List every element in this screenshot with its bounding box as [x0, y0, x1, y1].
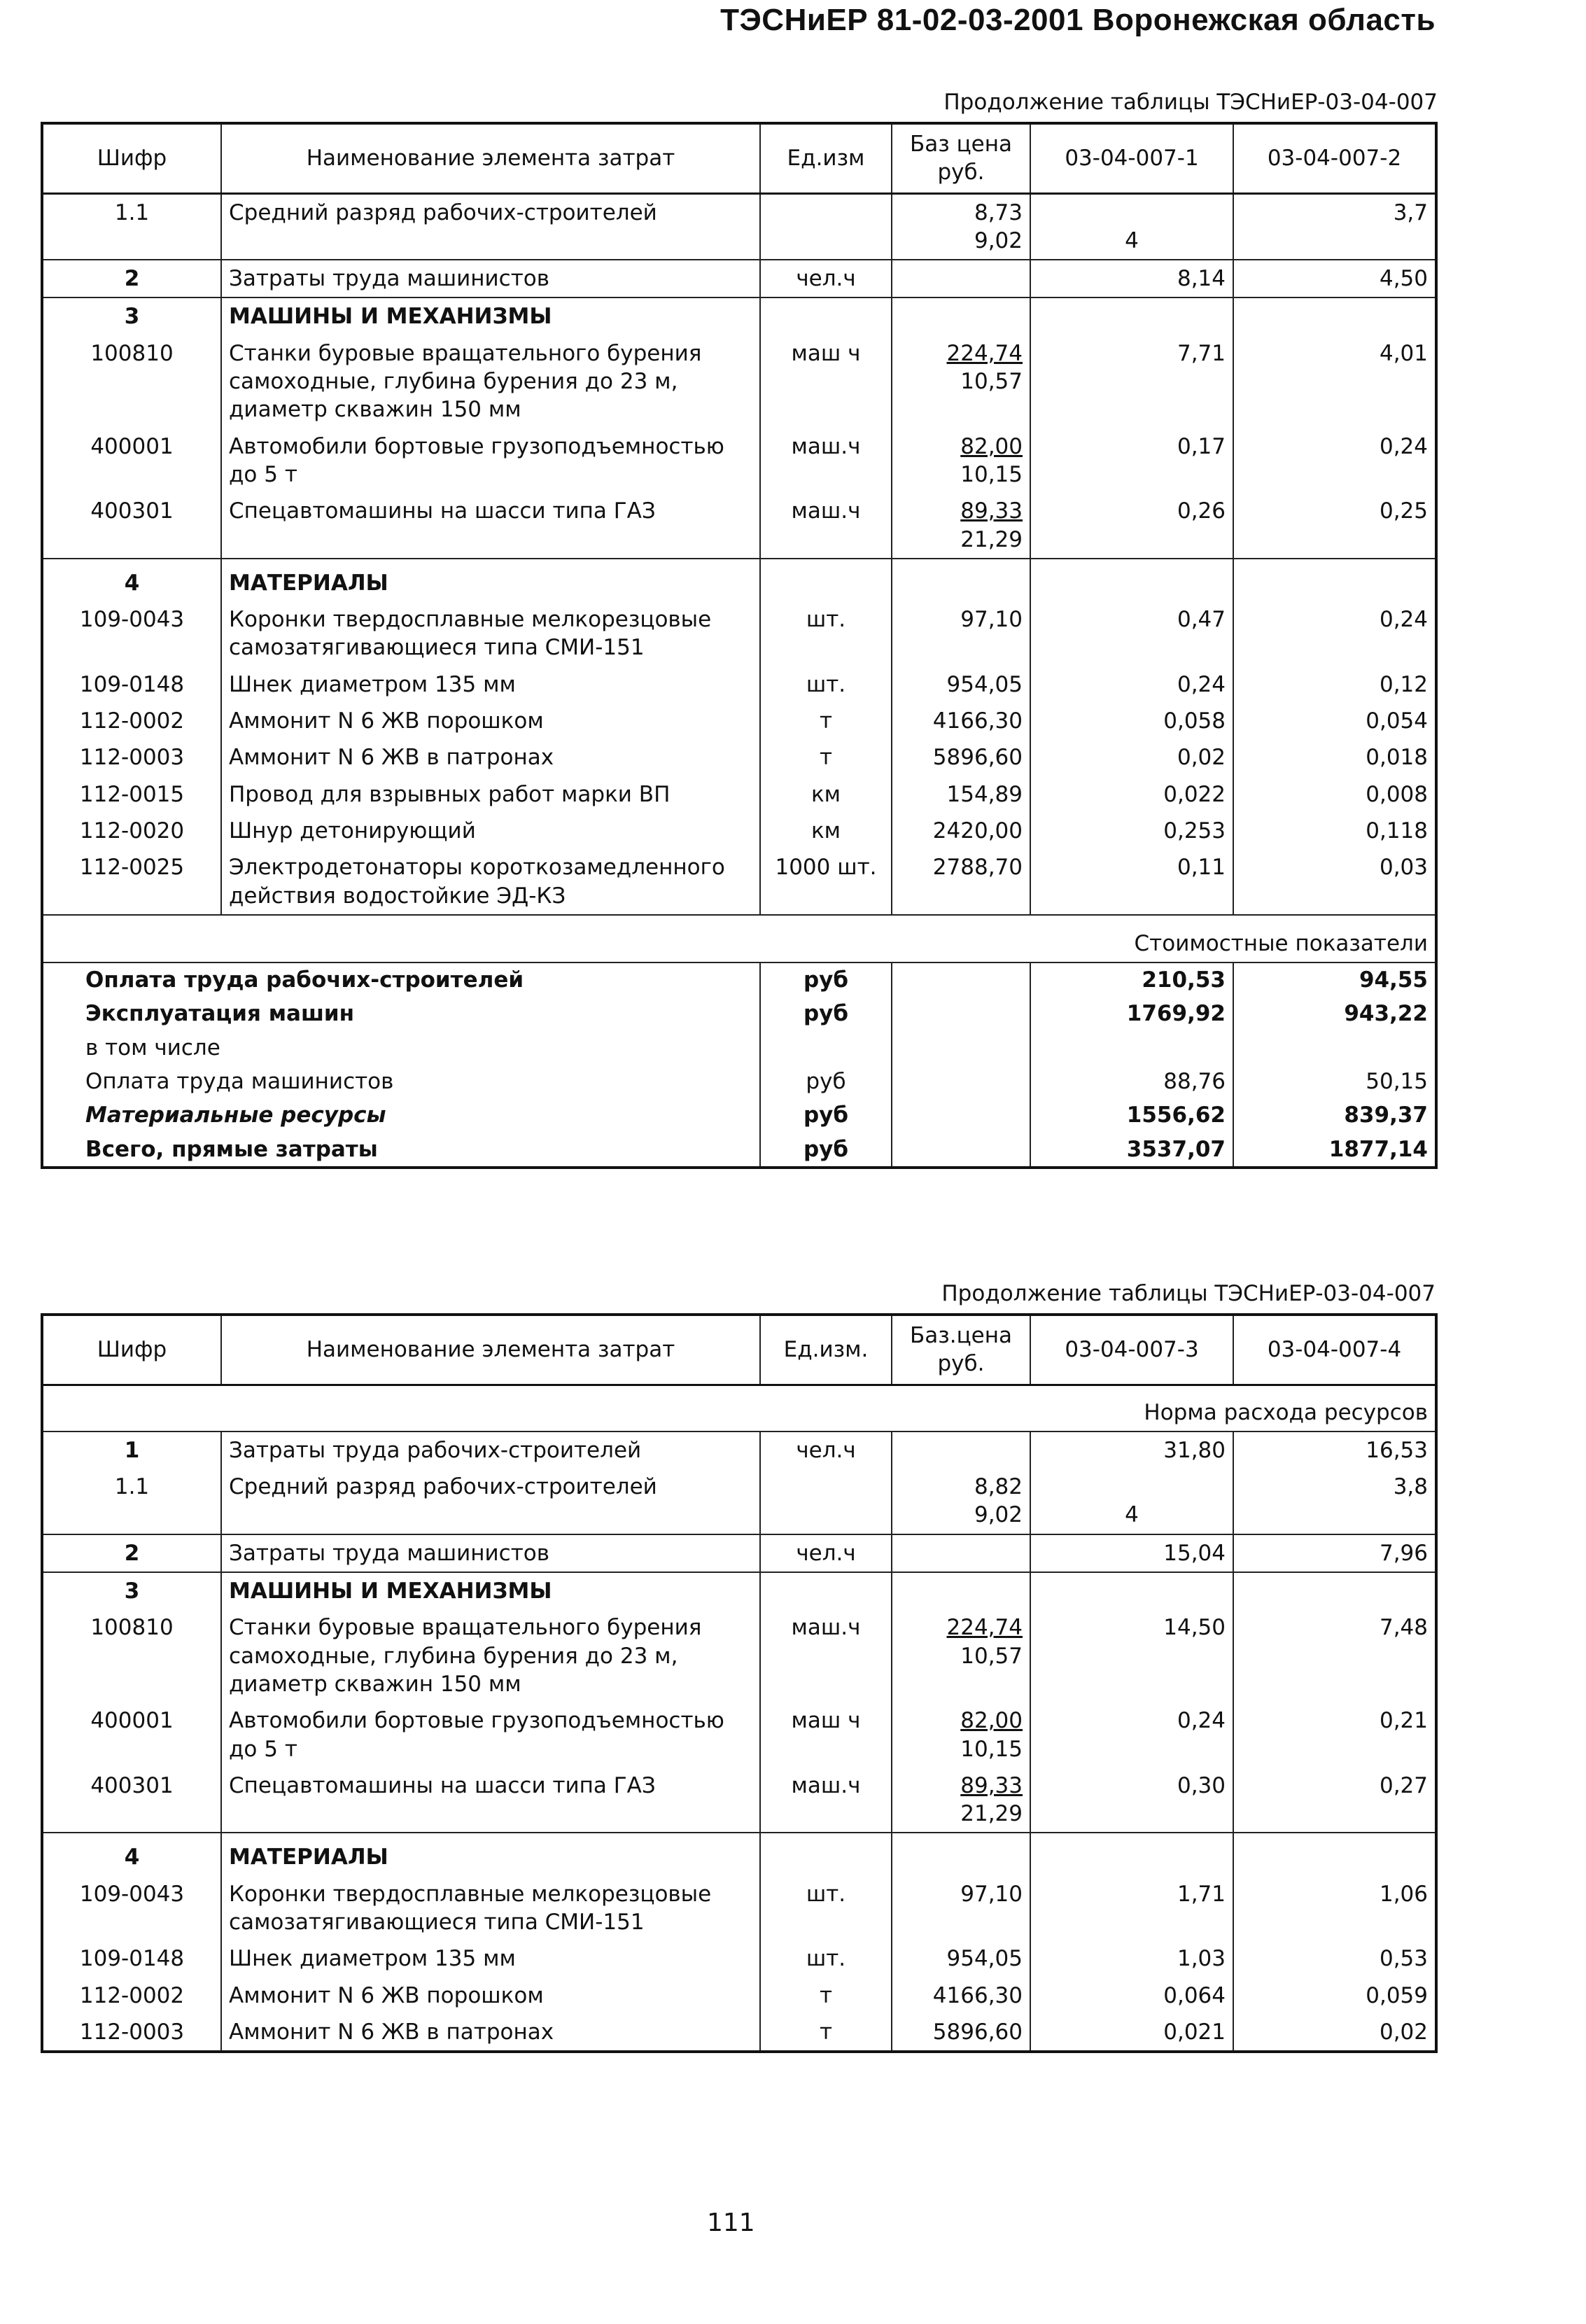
- table-row: 112-0015 Провод для взрывных работ марки ВП км 154,89 0,022 0,008: [42, 776, 1436, 813]
- cost-row: Оплата труда машинистов руб 88,76 50,15: [42, 1065, 1436, 1098]
- col-norm1-header: 03-04-007-1: [1030, 123, 1233, 193]
- section-row: 3 МАШИНЫ И МЕХАНИЗМЫ: [42, 1572, 1436, 1609]
- cost-row: Всего, прямые затраты руб 3537,07 1877,14: [42, 1133, 1436, 1168]
- table-row: 400301 Спецавтомашины на шасси типа ГАЗ маш.ч 89,33 21,29 0,26 0,25: [42, 493, 1436, 559]
- table-row: 100810 Станки буровые вращательного бурения самоходные, глубина бурения до 23 м, диаметр скважин 150 мм маш.ч 224,74 10,57 14,50 7,48: [42, 1609, 1436, 1702]
- col-name-header: Наименование элемента затрат: [221, 123, 760, 193]
- table-row: 112-0003 Аммонит N 6 ЖВ в патронах т 5896,60 0,021 0,02: [42, 2014, 1436, 2052]
- cost-row: Эксплуатация машин руб 1769,92 943,22: [42, 997, 1436, 1030]
- table1-continuation-caption: Продолжение таблицы ТЭСНиЕР-03-04-007: [943, 90, 1438, 115]
- col-price-header: Баз.цена руб.: [892, 1315, 1030, 1385]
- section-row: 4 МАТЕРИАЛЫ: [42, 1833, 1436, 1875]
- cost-header-row: [42, 915, 1436, 962]
- table-row: 112-0025 Электродетонаторы короткозамедленного действия водостойкие ЭД-КЗ 1000 шт. 2788,70 0,11 0,03: [42, 849, 1436, 915]
- table1: [41, 122, 1438, 1169]
- norm-header: Норма расхода ресурсов: [42, 1385, 1436, 1432]
- col-norm2-header: 03-04-007-2: [1233, 123, 1436, 193]
- table-row: 2 Затраты труда машинистов чел.ч 8,14 4,50: [42, 260, 1436, 298]
- col-code-header: Шифр: [42, 123, 221, 193]
- table-row: 109-0043 Коронки твердосплавные мелкорезцовые самозатягивающиеся типа СМИ-151 шт. 97,10 0,47 0,24: [42, 601, 1436, 666]
- table-row: 400301 Спецавтомашины на шасси типа ГАЗ маш.ч 89,33 21,29 0,30 0,27: [42, 1768, 1436, 1833]
- cost-row: в том числе: [42, 1031, 1436, 1065]
- table2-continuation-caption: Продолжение таблицы ТЭСНиЕР-03-04-007: [941, 1281, 1436, 1306]
- col-price-header: Баз цена руб.: [892, 123, 1030, 193]
- col-norm3-header: 03-04-007-3: [1030, 1315, 1233, 1385]
- table-row: 109-0148 Шнек диаметром 135 мм шт. 954,05 0,24 0,12: [42, 666, 1436, 703]
- cost-row: Оплата труда рабочих-строителей руб 210,53 94,55: [42, 962, 1436, 997]
- table-row: 400001 Автомобили бортовые грузоподъемностью до 5 т маш ч 82,00 10,15 0,24 0,21: [42, 1702, 1436, 1768]
- col-unit-header: Ед.изм.: [760, 1315, 892, 1385]
- col-name-header: Наименование элемента затрат: [221, 1315, 760, 1385]
- table2-header-row: [42, 1315, 1436, 1385]
- cost-row: Материальные ресурсы руб 1556,62 839,37: [42, 1098, 1436, 1132]
- section-row: 4 МАТЕРИАЛЫ: [42, 559, 1436, 601]
- table-row: 109-0148 Шнек диаметром 135 мм шт. 954,05 1,03 0,53: [42, 1940, 1436, 1977]
- table1-header-row: [42, 123, 1436, 193]
- table-row: 112-0002 Аммонит N 6 ЖВ порошком т 4166,30 0,064 0,059: [42, 1977, 1436, 2014]
- table-row: 2 Затраты труда машинистов чел.ч 15,04 7,96: [42, 1534, 1436, 1572]
- section-row: 3 МАШИНЫ И МЕХАНИЗМЫ: [42, 298, 1436, 335]
- table-row: 1.1 Средний разряд рабочих-строителей 8,73 9,02 4 3,7: [42, 193, 1436, 260]
- table-row: 100810 Станки буровые вращательного бурения самоходные, глубина бурения до 23 м, диаметр скважин 150 мм маш ч 224,74 10,57 7,71 4,01: [42, 335, 1436, 428]
- col-unit-header: Ед.изм: [760, 123, 892, 193]
- cost-header: Стоимостные показатели: [42, 915, 1436, 962]
- table-row: 1.1 Средний разряд рабочих-строителей 8,82 9,02 4 3,8: [42, 1469, 1436, 1534]
- table-row: 112-0002 Аммонит N 6 ЖВ порошком т 4166,30 0,058 0,054: [42, 703, 1436, 739]
- table-row: 112-0003 Аммонит N 6 ЖВ в патронах т 5896,60 0,02 0,018: [42, 739, 1436, 776]
- col-code-header: Шифр: [42, 1315, 221, 1385]
- table-row: 400001 Автомобили бортовые грузоподъемностью до 5 т маш.ч 82,00 10,15 0,17 0,24: [42, 428, 1436, 493]
- table-row: 112-0020 Шнур детонирующий км 2420,00 0,253 0,118: [42, 813, 1436, 849]
- norm-header-row: [42, 1385, 1436, 1432]
- document-header: ТЭСНиЕР 81-02-03-2001 Воронежская область: [720, 3, 1436, 37]
- page-number: 111: [707, 2208, 755, 2237]
- table-row: 1 Затраты труда рабочих-строителей чел.ч 31,80 16,53: [42, 1432, 1436, 1469]
- table2: [41, 1313, 1438, 2053]
- col-norm4-header: 03-04-007-4: [1233, 1315, 1436, 1385]
- table-row: 109-0043 Коронки твердосплавные мелкорезцовые самозатягивающиеся типа СМИ-151 шт. 97,10 1,71 1,06: [42, 1876, 1436, 1941]
